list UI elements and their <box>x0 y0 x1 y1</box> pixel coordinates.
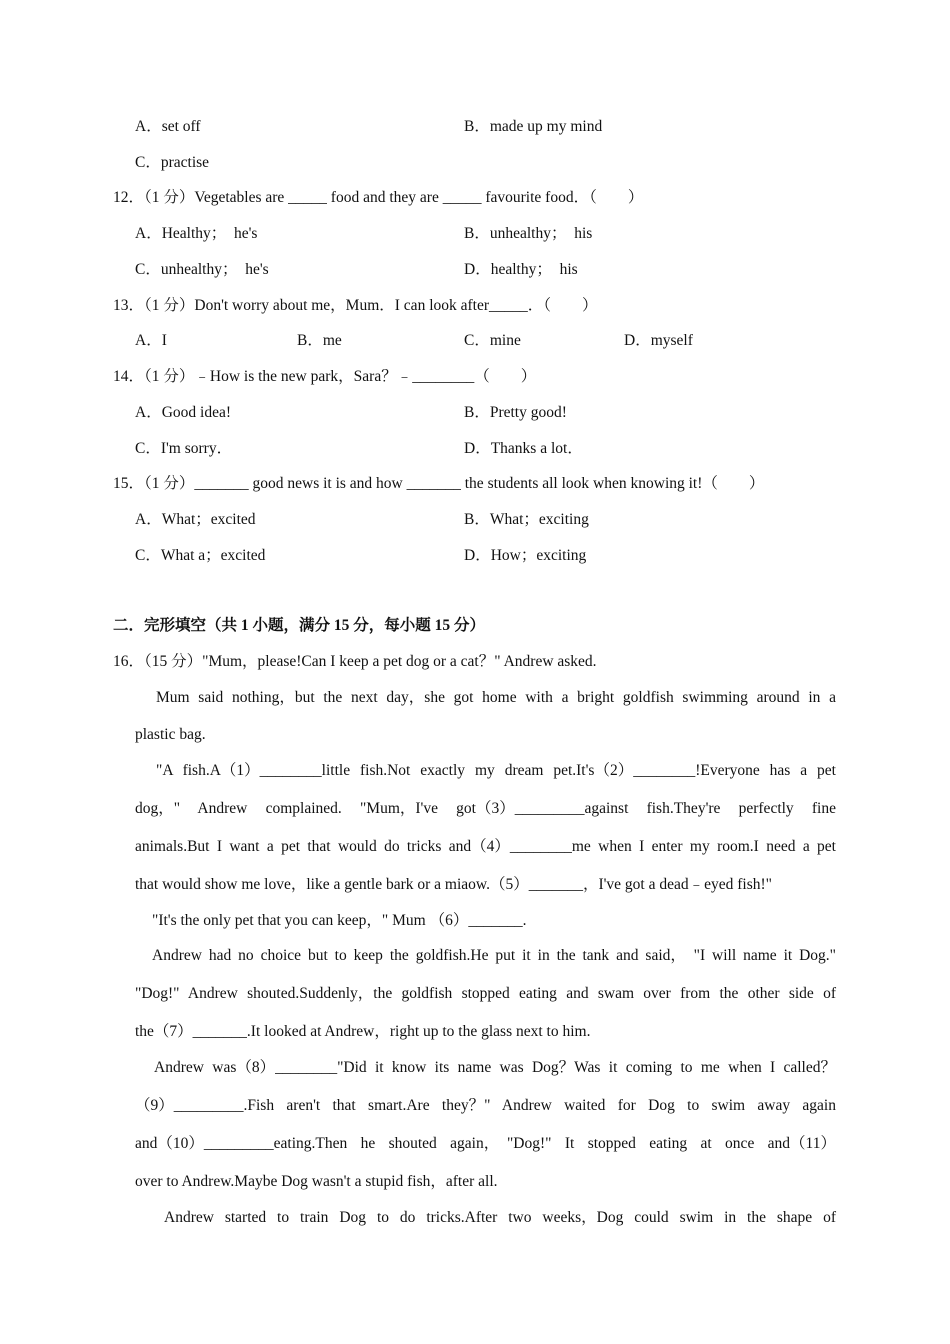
passage-line: Andrew started to train Dog to do tricks.After two weeks，Dog could swim in the shape of <box>164 1209 836 1226</box>
q11-option-c: C．practise <box>135 154 210 171</box>
q15-option-d: D．How；exciting <box>464 547 587 564</box>
q14-option-b: B．Pretty good! <box>464 404 567 421</box>
q12-option-d: D．healthy； his <box>464 261 578 278</box>
q12-stem: 12．（1 分）Vegetables are _____ food and they are _____ favourite food．（ ） <box>113 189 644 206</box>
q14-stem: 14．（1 分）﹣How is the new park，Sara？﹣________（ ） <box>113 368 537 385</box>
passage-line: dog，" Andrew complained. "Mum，I've got（3）_________against fish.They're perfectly fine <box>135 800 836 817</box>
q11-option-b: B．made up my mind <box>464 118 603 135</box>
passage-line: "Dog!" Andrew shouted.Suddenly，the goldfish stopped eating and swam over from the other side of <box>135 985 836 1002</box>
q13-option-a: A．I <box>135 332 167 349</box>
passage-line: plastic bag. <box>135 726 206 743</box>
q11-option-a: A．set off <box>135 118 201 135</box>
passage-line: that would show me love，like a gentle bark or a miaow.（5）_______，I've got a dead﹣eyed fish!" <box>135 876 772 893</box>
q14-option-a: A．Good idea! <box>135 404 231 421</box>
q14-option-d: D．Thanks a lot． <box>464 440 583 457</box>
passage-line: the（7）_______.It looked at Andrew，right up to the glass next to him. <box>135 1023 591 1040</box>
passage-line: and（10）_________eating.Then he shouted again， "Dog!" It stopped eating at once and（11） <box>135 1135 836 1152</box>
q16-stem: 16．（15 分）"Mum，please!Can I keep a pet dog or a cat？" Andrew asked. <box>113 653 597 670</box>
passage-line: "A fish.A（1）________little fish.Not exactly my dream pet.It's（2）________!Everyone has a pet <box>156 762 836 779</box>
q13-option-c: C．mine <box>464 332 521 349</box>
passage-line: （9）_________.Fish aren't that smart.Are they？" Andrew waited for Dog to swim away again <box>135 1097 836 1114</box>
q14-option-c: C．I'm sorry． <box>135 440 233 457</box>
q13-stem: 13．（1 分）Don't worry about me，Mum．I can look after_____．（ ） <box>113 297 598 314</box>
passage-line: Andrew had no choice but to keep the goldfish.He put it in the tank and said， "I will name it Dog." <box>152 947 836 964</box>
q15-stem: 15．（1 分）_______ good news it is and how _______ the students all look when knowing it!（ ） <box>113 475 765 492</box>
q15-option-c: C．What a；excited <box>135 547 266 564</box>
q13-option-d: D．myself <box>624 332 693 349</box>
passage-line: animals.But I want a pet that would do tricks and（4）________me when I enter my room.I need a pet <box>135 838 836 855</box>
q12-option-b: B．unhealthy； his <box>464 225 593 242</box>
q15-option-a: A．What；excited <box>135 511 256 528</box>
q12-option-c: C．unhealthy； he's <box>135 261 269 278</box>
q12-option-a: A．Healthy； he's <box>135 225 258 242</box>
passage-line: over to Andrew.Maybe Dog wasn't a stupid fish，after all. <box>135 1173 498 1190</box>
passage-line: "It's the only pet that you can keep，" Mum （6）_______. <box>152 912 527 929</box>
passage-line: Mum said nothing，but the next day，she got home with a bright goldfish swimming around in a <box>156 689 836 706</box>
q15-option-b: B．What；exciting <box>464 511 589 528</box>
section-title: 二．完形填空（共 1 小题，满分 15 分，每小题 15 分） <box>113 617 486 634</box>
q13-option-b: B．me <box>297 332 342 349</box>
passage-line: Andrew was（8）________"Did it know its name was Dog？Was it coming to me when I called？ <box>154 1059 836 1076</box>
